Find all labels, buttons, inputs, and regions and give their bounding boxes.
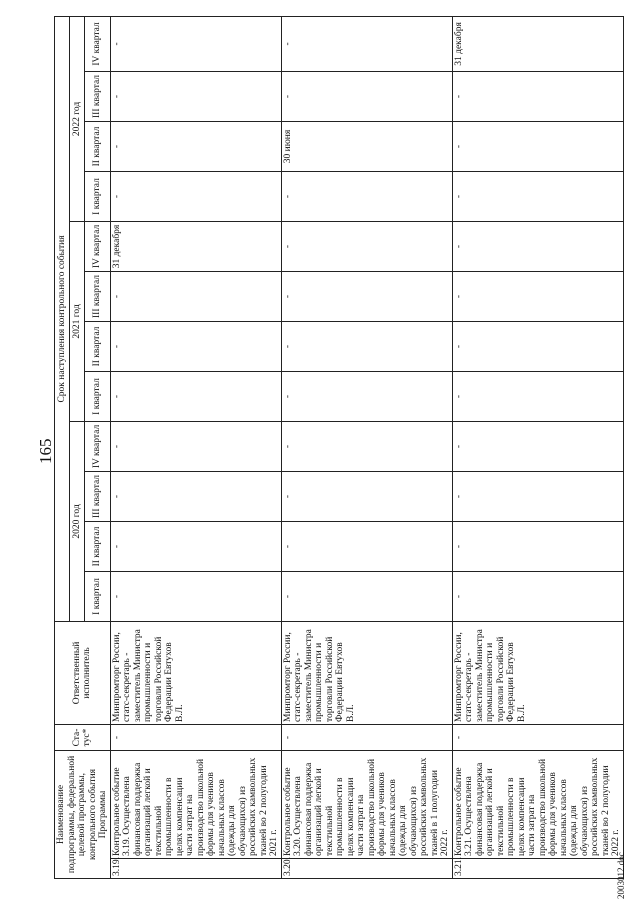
quarter-cell: - (281, 71, 452, 121)
header-quarter: I квартал (85, 371, 111, 421)
quarter-cell: - (281, 471, 452, 521)
table-row (110, 16, 281, 878)
quarter-cell: - (110, 16, 281, 71)
quarter-cell: - (281, 221, 452, 271)
quarter-cell: - (281, 16, 452, 71)
header-status: Ста-тус* (55, 724, 111, 750)
status-cell: - (110, 724, 281, 750)
quarter-cell: - (110, 371, 281, 421)
header-quarter: III квартал (85, 471, 111, 521)
header-quarter: IV квартал (85, 421, 111, 471)
header-quarter: I квартал (85, 571, 111, 621)
header-name: Наименование подпрограммы, федеральной целевой программы, контрольного события Программы (55, 750, 111, 878)
header-quarter: I квартал (85, 171, 111, 221)
status-cell: - (281, 724, 452, 750)
header-term: Срок наступления контрольного события (55, 16, 70, 621)
header-quarter: II квартал (85, 321, 111, 371)
quarter-cell: 31 декабря (110, 221, 281, 271)
header-quarter: II квартал (85, 121, 111, 171)
header-year-2021: 2021 год (70, 221, 85, 421)
quarter-cell: - (281, 371, 452, 421)
header-quarter: III квартал (85, 271, 111, 321)
quarter-cell: - (110, 121, 281, 171)
quarter-cell: - (110, 71, 281, 121)
quarter-cell: - (281, 521, 452, 571)
quarter-cell: - (281, 271, 452, 321)
event-name: Контрольное событие 3.19. Осуществлена финансовая поддержка организаций легкой и текстильной промышленности в целях компенсации части затрат на производство школьной формы для учеников начальных классов (одежды для обучающихся) из российских камвольных тканей во 2 полугодии 2021 г. (110, 750, 281, 858)
quarter-cell: - (452, 421, 623, 471)
quarter-cell: - (110, 271, 281, 321)
quarter-cell: - (452, 571, 623, 621)
quarter-cell: - (110, 171, 281, 221)
quarter-cell: - (110, 321, 281, 371)
status-cell: - (452, 724, 623, 750)
header-quarter: IV квартал (85, 16, 111, 71)
quarter-cell: - (452, 371, 623, 421)
table-row (281, 16, 452, 878)
quarter-cell: - (281, 421, 452, 471)
quarter-cell: - (452, 171, 623, 221)
quarter-cell: - (281, 571, 452, 621)
event-name: Контрольное событие 3.21. Осуществлена финансовая поддержка организаций легкой и текстильной промышленности в целях компенсации части затрат на производство школьной формы для учеников начальных классов (одежды для обучающихся) из российских камвольных тканей во 2 полугодии 2022 г. (452, 750, 623, 858)
quarter-cell: - (452, 271, 623, 321)
page-number: 165 (36, 438, 55, 464)
file-name: 2003012.doc (616, 852, 626, 899)
quarter-cell: - (452, 221, 623, 271)
responsible-cell: Минпромторг России, статс-секретарь - заместитель Министра промышленности и торговли Российской Федерации Евтухов В.Л. (281, 621, 452, 724)
table-body (110, 16, 623, 878)
quarter-cell: 31 декабря (452, 16, 623, 71)
quarter-cell: 30 июня (281, 121, 452, 171)
header-quarter: IV квартал (85, 221, 111, 271)
header-quarter: II квартал (85, 521, 111, 571)
quarter-cell: - (110, 521, 281, 571)
quarter-cell: - (281, 171, 452, 221)
table-row (452, 16, 623, 878)
header-year-2020: 2020 год (70, 421, 85, 621)
header-year-2022: 2022 год (70, 16, 85, 221)
quarter-cell: - (452, 521, 623, 571)
quarter-cell: - (452, 321, 623, 371)
row-number: 3.20. (281, 859, 452, 879)
row-number: 3.21. (452, 859, 623, 879)
responsible-cell: Минпромторг России, статс-секретарь - заместитель Министра промышленности и торговли Российской Федерации Евтухов В.Л. (452, 621, 623, 724)
quarter-cell: - (110, 471, 281, 521)
quarter-cell: - (452, 121, 623, 171)
control-events-table (54, 16, 624, 879)
row-number: 3.19. (110, 859, 281, 879)
quarter-cell: - (452, 471, 623, 521)
event-name: Контрольное событие 3.20. Осуществлена финансовая поддержка организаций легкой и текстильной промышленности в целях компенсации части затрат на производство школьной формы для учеников начальных классов (одежды для обучающихся) из российских камвольных тканей в 1 полугодии 2022 г. (281, 750, 452, 858)
quarter-cell: - (452, 71, 623, 121)
header-quarter: III квартал (85, 71, 111, 121)
quarter-cell: - (110, 421, 281, 471)
responsible-cell: Минпромторг России, статс-секретарь - заместитель Министра промышленности и торговли Российской Федерации Евтухов В.Л. (110, 621, 281, 724)
quarter-cell: - (281, 321, 452, 371)
quarter-cell: - (110, 571, 281, 621)
header-responsible: Ответственный исполнитель (55, 621, 111, 724)
